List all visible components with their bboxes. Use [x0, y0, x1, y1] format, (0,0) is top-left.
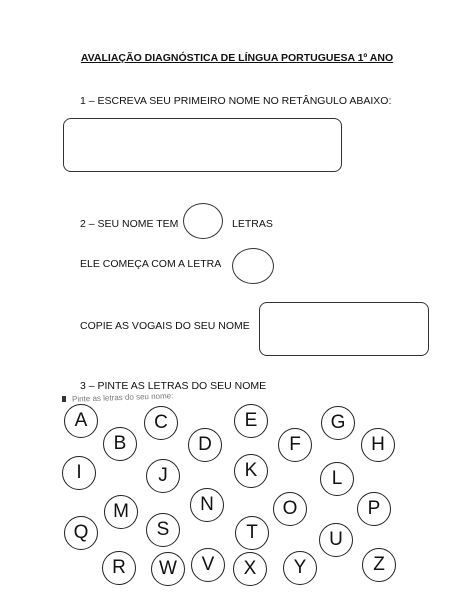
- name-rectangle[interactable]: [63, 118, 342, 172]
- letter-bubble-l[interactable]: L: [320, 462, 354, 496]
- letter-bubble-k[interactable]: K: [234, 454, 268, 488]
- letter-bubble-e[interactable]: E: [234, 404, 268, 438]
- letter-bubble-x[interactable]: X: [233, 552, 267, 586]
- letter-bubble-f[interactable]: F: [278, 428, 312, 462]
- question-1: 1 – ESCREVA SEU PRIMEIRO NOME NO RETÂNGULO ABAIXO:: [80, 95, 392, 107]
- question-3: 3 – PINTE AS LETRAS DO SEU NOME: [80, 380, 267, 392]
- letter-bubble-h[interactable]: H: [361, 428, 395, 462]
- page-title: AVALIAÇÃO DIAGNÓSTICA DE LÍNGUA PORTUGUESA 1º ANO: [80, 52, 394, 64]
- letter-bubble-j[interactable]: J: [146, 459, 180, 493]
- first-letter-label: ELE COMEÇA COM A LETRA: [80, 258, 222, 270]
- letter-bubble-a[interactable]: A: [64, 404, 98, 438]
- letter-bubble-c[interactable]: C: [144, 406, 178, 440]
- faint-instruction: Pinte as letras do seu nome:: [71, 391, 174, 404]
- letters-label: LETRAS: [232, 218, 273, 230]
- letter-bubble-r[interactable]: R: [102, 551, 136, 585]
- letter-bubble-b[interactable]: B: [103, 427, 137, 461]
- letter-bubble-z[interactable]: Z: [362, 548, 396, 582]
- decorative-mark: [62, 396, 66, 402]
- letter-bubble-g[interactable]: G: [321, 406, 355, 440]
- letter-bubble-i[interactable]: I: [62, 456, 96, 490]
- vowels-label: COPIE AS VOGAIS DO SEU NOME: [80, 320, 250, 332]
- letter-bubble-o[interactable]: O: [273, 492, 307, 526]
- first-letter-oval[interactable]: [232, 248, 274, 284]
- letter-bubble-p[interactable]: P: [357, 492, 391, 526]
- letter-bubble-s[interactable]: S: [146, 513, 180, 547]
- letter-bubble-y[interactable]: Y: [283, 551, 317, 585]
- letter-bubble-q[interactable]: Q: [64, 516, 98, 550]
- letter-count-oval[interactable]: [183, 203, 223, 239]
- letter-bubble-u[interactable]: U: [319, 523, 353, 557]
- letter-bubble-w[interactable]: W: [151, 552, 185, 586]
- question-2-label: 2 – SEU NOME TEM: [80, 218, 179, 230]
- letter-bubble-t[interactable]: T: [235, 516, 269, 550]
- letter-bubble-n[interactable]: N: [190, 488, 224, 522]
- vowels-rectangle[interactable]: [259, 302, 429, 356]
- letter-bubble-m[interactable]: M: [104, 495, 138, 529]
- letter-bubble-d[interactable]: D: [188, 428, 222, 462]
- letter-bubble-v[interactable]: V: [191, 548, 225, 582]
